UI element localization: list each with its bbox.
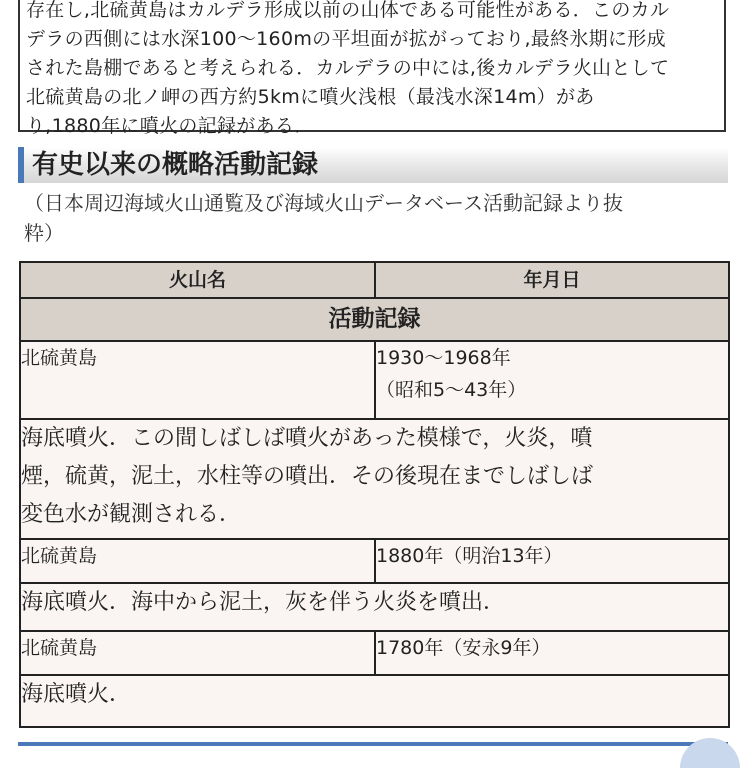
date-cell: 1780年（安永9年） xyxy=(375,631,729,675)
record-line: 海底噴火． xyxy=(21,682,132,707)
intro-line: 存在し,北硫黄島はカルデラ形成以前の山体である可能性がある．このカル xyxy=(26,0,670,21)
volcano-name-cell: 北硫黄島 xyxy=(20,539,375,583)
table-row xyxy=(20,631,729,675)
activity-record-cell xyxy=(20,419,729,539)
intro-line: デラの西側には水深100〜160mの平坦面が拡がっており,最終氷期に形成 xyxy=(26,28,666,50)
volcano-name-cell: 北硫黄島 xyxy=(20,341,375,419)
date-cell xyxy=(375,341,729,419)
intro-text-box xyxy=(18,0,726,137)
header-volcano-name: 火山名 xyxy=(20,262,375,298)
intro-line: された島棚であると考えられる．カルデラの中には,後カルデラ火山として xyxy=(26,57,670,79)
volcano-name-cell: 北硫黄島 xyxy=(20,631,375,675)
table-header-row xyxy=(20,298,729,341)
source-note-line: 粋） xyxy=(24,221,64,245)
table-row xyxy=(20,539,729,583)
intro-line: 北硫黄島の北ノ岬の西方約5kmに噴火浅根（最浅水深14m）があ xyxy=(26,86,595,108)
record-line: 海底噴火．海中から泥土，灰を伴う火炎を噴出． xyxy=(21,590,506,615)
intro-line: り,1880年に噴火の記録がある． xyxy=(26,115,314,137)
table-row xyxy=(20,583,729,631)
header-date: 年月日 xyxy=(375,262,729,298)
activity-record-cell xyxy=(20,675,729,727)
table-row xyxy=(20,675,729,727)
date-era: （昭和5〜43年） xyxy=(376,379,527,401)
bottom-divider xyxy=(18,742,728,746)
record-line: 煙，硫黄，泥土，水柱等の噴出．その後現在までしばしば xyxy=(21,464,594,489)
table-header-row xyxy=(20,262,729,298)
activity-record-cell xyxy=(20,583,729,631)
table-row xyxy=(20,419,729,539)
header-activity-record: 活動記録 xyxy=(20,298,729,341)
source-note xyxy=(24,188,734,248)
section-heading: 有史以来の概略活動記録 xyxy=(18,147,728,183)
record-line: 変色水が観測される． xyxy=(21,502,242,527)
date-cell: 1880年（明治13年） xyxy=(375,539,729,583)
source-note-line: （日本周辺海域火山通覧及び海域火山データベース活動記録より抜 xyxy=(24,191,623,215)
record-line: 海底噴火．この間しばしば噴火があった模様で，火炎，噴 xyxy=(21,426,593,451)
date-main: 1930〜1968年 xyxy=(376,347,511,369)
table-row xyxy=(20,341,729,419)
activity-table xyxy=(19,261,730,728)
